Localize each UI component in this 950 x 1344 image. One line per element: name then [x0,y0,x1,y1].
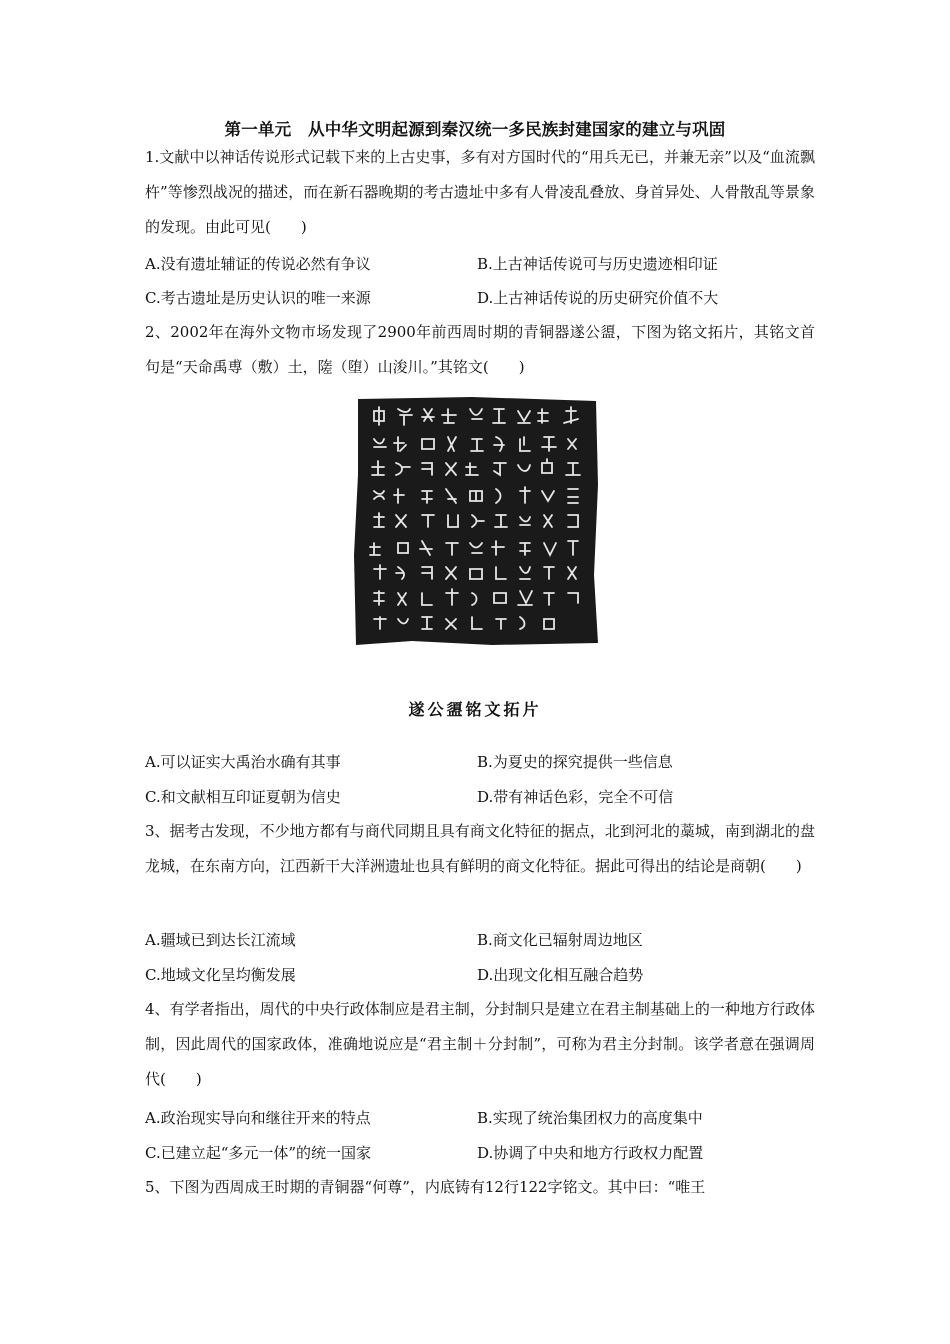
question-4-option-d: D.协调了中央和地方行政权力配置 [477,1144,704,1162]
question-2-option-d: D.带有神话色彩，完全不可信 [477,788,674,806]
question-4-option-a: A.政治现实导向和继往开来的特点 [145,1109,371,1127]
question-3-option-c: C.地域文化呈均衡发展 [145,966,296,984]
question-3-option-b: B.商文化已辐射周边地区 [477,931,643,949]
unit-title: 第一单元 从中华文明起源到秦汉统一多民族封建国家的建立与巩固 [224,120,726,139]
question-1-option-b: B.上古神话传说可与历史遗迹相印证 [477,255,718,273]
question-1-stem: 1.文献中以神话传说形式记载下来的上古史事，多有对方国时代的“用兵无已，并兼无亲”以及“血流飘杵”等惨烈战况的描述，而在新石器晚期的考古遗址中多有人骨凌乱叠放、身首异处、人骨散乱等景象的发现。由此可见( ) [145,148,815,236]
figure-caption: 遂公盨铭文拓片 [408,700,542,719]
question-1-option-d: D.上古神话传说的历史研究价值不大 [477,289,719,307]
question-2-option-a: A.可以证实大禹治水确有其事 [145,753,341,771]
question-1-option-a: A.没有遗址辅证的传说必然有争议 [145,255,371,273]
question-5-stem: 5、下图为西周成王时期的青铜器“何尊”，内底铸有12行122字铭文。其中曰：“唯王 [145,1178,706,1196]
question-3-option-a: A.疆域已到达长江流域 [145,931,296,949]
question-2-option-c: C.和文献相互印证夏朝为信史 [145,788,341,806]
question-4-option-b: B.实现了统治集团权力的高度集中 [477,1109,703,1127]
question-2-stem: 2、2002年在海外文物市场发现了2900年前西周时期的青铜器遂公盨，下图为铭文拓片，其铭文首句是“天命禹尃（敷）土，隓（堕）山浚川。”其铭文( ) [145,323,815,376]
question-3-option-d: D.出现文化相互融合趋势 [477,966,644,984]
question-3-stem: 3、据考古发现，不少地方都有与商代同期且具有商文化特征的据点，北到河北的藁城，南到湖北的盘龙城，在东南方向，江西新干大洋洲遗址也具有鲜明的商文化特征。据此可得出的结论是商朝( ) [145,822,815,875]
question-4-stem: 4、有学者指出，周代的中央行政体制应是君主制，分封制只是建立在君主制基础上的一种地方行政体制，因此周代的国家政体，准确地说应是“君主制＋分封制”，可称为君主分封制。该学者意在强调周代( ) [145,1000,815,1088]
question-4-option-c: C.已建立起“多元一体”的统一国家 [145,1144,372,1162]
inscription-rubbing-image [352,395,600,647]
question-1-option-c: C.考古遗址是历史认识的唯一来源 [145,289,371,307]
question-2-option-b: B.为夏史的探究提供一些信息 [477,753,673,771]
